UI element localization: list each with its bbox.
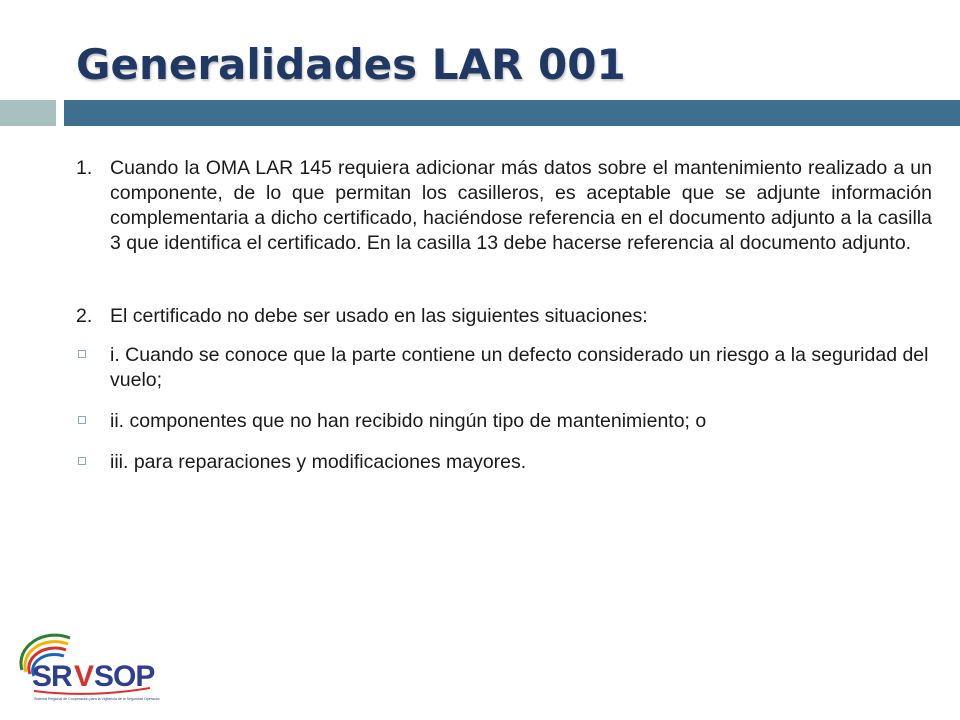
item-text: El certificado no debe ser usado en las siguientes situaciones: — [110, 305, 648, 327]
sub-item-text: i. Cuando se conoce que la parte contiene un defecto considerado un riesgo a la seguridad del vuelo; — [110, 344, 929, 391]
srvsop-logo-icon — [10, 628, 160, 706]
numbered-item-2 — [76, 304, 932, 329]
square-bullet-icon — [78, 350, 86, 358]
sub-item-3 — [76, 450, 932, 475]
item-number: 2. — [76, 305, 93, 327]
sub-item-text: iii. para reparaciones y modificaciones mayores. — [110, 451, 527, 473]
srvsop-logo — [10, 628, 160, 706]
numbered-item-1 — [76, 156, 932, 256]
title-accent-bar-right — [64, 100, 960, 126]
sub-item-2 — [76, 409, 932, 434]
square-bullet-icon — [78, 416, 86, 424]
item-number: 1. — [76, 157, 93, 179]
svg-text:V: V — [74, 660, 94, 693]
svg-text:SR: SR — [32, 660, 72, 693]
slide-body — [76, 156, 932, 491]
item-text: Cuando la OMA LAR 145 requiera adicionar más datos sobre el mantenimiento realizado a un componente, de lo que permitan los casilleros, es aceptable que se adjunte información complementaria a dicho certificado, haciéndose referencia en el documento adjunto a la casilla 3 que identifica el certificado. En la casilla 13 debe hacerse referencia al documento adjunto. — [110, 157, 932, 254]
svg-text:SOP: SOP — [94, 660, 155, 693]
sub-item-1 — [76, 343, 932, 393]
title-accent-bar-left — [0, 100, 56, 126]
slide-title: Generalidades LAR 001 — [76, 40, 626, 89]
square-bullet-icon — [78, 457, 86, 465]
sub-item-text: ii. componentes que no han recibido ningún tipo de mantenimiento; o — [110, 410, 707, 432]
svg-text:Sistema Regional de Cooperació: Sistema Regional de Cooperación para la Vigilancia de la Seguridad Operacional — [34, 697, 160, 701]
